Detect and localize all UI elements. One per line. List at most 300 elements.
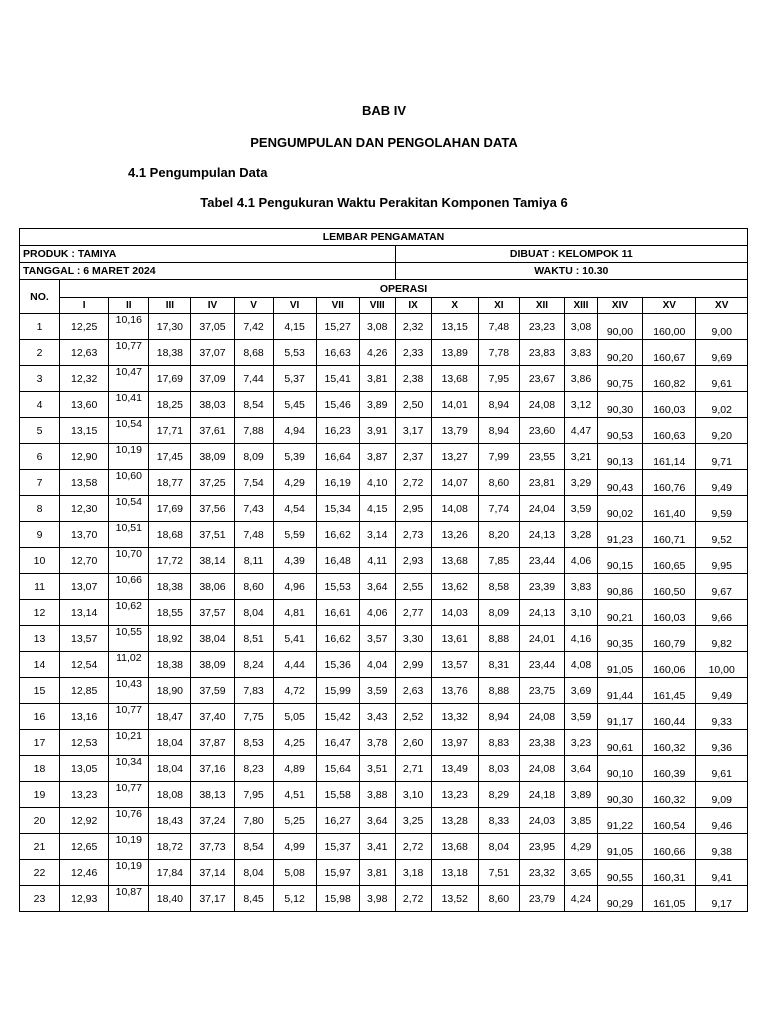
measurement-cell: 2,60: [395, 730, 431, 756]
measurement-value: 10,77: [115, 340, 142, 352]
table-row: [20, 782, 748, 808]
measurement-cell: 13,14: [60, 600, 109, 626]
measurement-cell: 5,37: [273, 366, 316, 392]
measurement-cell: 12,54: [60, 652, 109, 678]
measurement-cell: 16,62: [316, 626, 359, 652]
measurement-cell: 8,09: [234, 444, 273, 470]
measurement-cell: 7,51: [478, 860, 519, 886]
measurement-cell: 3,23: [565, 730, 598, 756]
measurement-cell: 91,05: [597, 652, 642, 678]
measurement-cell: 160,03: [643, 600, 696, 626]
measurement-cell: 37,25: [191, 470, 234, 496]
measurement-cell: 90,30: [597, 782, 642, 808]
measurement-cell: 15,46: [316, 392, 359, 418]
measurement-cell: 4,72: [273, 678, 316, 704]
table-row: [20, 756, 748, 782]
measurement-cell: 9,61: [696, 756, 748, 782]
measurement-cell: 90,10: [597, 756, 642, 782]
measurement-cell: 3,81: [359, 366, 395, 392]
measurement-cell: 14,01: [431, 392, 478, 418]
measurement-cell: 3,89: [359, 392, 395, 418]
measurement-cell: 15,34: [316, 496, 359, 522]
measurement-cell: 18,68: [149, 522, 191, 548]
measurement-cell: 16,19: [316, 470, 359, 496]
measurement-cell: 2,52: [395, 704, 431, 730]
measurement-cell: 15,64: [316, 756, 359, 782]
measurement-cell: 160,00: [643, 314, 696, 340]
measurement-cell: 3,30: [395, 626, 431, 652]
row-number-cell: 4: [20, 392, 60, 418]
table-row: [20, 730, 748, 756]
measurement-cell: 160,03: [643, 392, 696, 418]
measurement-cell: 5,12: [273, 886, 316, 912]
measurement-cell: 7,48: [234, 522, 273, 548]
measurement-cell: 90,21: [597, 600, 642, 626]
measurement-cell: 160,65: [643, 548, 696, 574]
measurement-cell: 9,46: [696, 808, 748, 834]
measurement-cell: 16,62: [316, 522, 359, 548]
measurement-cell: 3,10: [395, 782, 431, 808]
measurement-cell: 5,39: [273, 444, 316, 470]
measurement-cell: 18,72: [149, 834, 191, 860]
measurement-cell: 13,68: [431, 834, 478, 860]
measurement-cell: 13,97: [431, 730, 478, 756]
measurement-cell: 18,77: [149, 470, 191, 496]
measurement-value: 10,51: [115, 522, 142, 534]
row-number-cell: 6: [20, 444, 60, 470]
measurement-cell: 38,13: [191, 782, 234, 808]
measurement-cell: 160,66: [643, 834, 696, 860]
measurement-cell: 2,93: [395, 548, 431, 574]
measurement-cell: 13,32: [431, 704, 478, 730]
measurement-cell: 37,40: [191, 704, 234, 730]
measurement-cell: 13,16: [60, 704, 109, 730]
measurement-cell: 3,59: [565, 496, 598, 522]
measurement-cell: 18,92: [149, 626, 191, 652]
measurement-cell: 12,70: [60, 548, 109, 574]
measurement-cell: [109, 340, 149, 366]
measurement-cell: 23,95: [519, 834, 564, 860]
measurement-cell: 5,25: [273, 808, 316, 834]
table-row: [20, 678, 748, 704]
measurement-cell: 90,00: [597, 314, 642, 340]
measurement-cell: 37,73: [191, 834, 234, 860]
operation-column-header: X: [431, 298, 478, 314]
measurement-cell: 18,04: [149, 730, 191, 756]
measurement-cell: 18,25: [149, 392, 191, 418]
measurement-cell: 5,45: [273, 392, 316, 418]
measurement-cell: 17,84: [149, 860, 191, 886]
measurement-cell: 38,06: [191, 574, 234, 600]
measurement-cell: 13,61: [431, 626, 478, 652]
measurement-cell: 24,08: [519, 756, 564, 782]
measurement-cell: 9,41: [696, 860, 748, 886]
operation-group-header: OPERASI: [60, 280, 748, 298]
measurement-cell: 161,05: [643, 886, 696, 912]
measurement-cell: [109, 626, 149, 652]
measurement-cell: 3,64: [359, 574, 395, 600]
measurement-value: 10,70: [115, 548, 142, 560]
chapter-heading: PENGUMPULAN DAN PENGOLAHAN DATA: [250, 135, 518, 150]
measurement-cell: 160,71: [643, 522, 696, 548]
measurement-cell: 13,15: [431, 314, 478, 340]
operation-column-header: VII: [316, 298, 359, 314]
section-subheading: 4.1 Pengumpulan Data: [128, 165, 268, 180]
measurement-cell: [109, 704, 149, 730]
measurement-cell: 4,25: [273, 730, 316, 756]
measurement-cell: 161,45: [643, 678, 696, 704]
measurement-cell: 16,48: [316, 548, 359, 574]
measurement-cell: 13,58: [60, 470, 109, 496]
measurement-cell: 12,85: [60, 678, 109, 704]
measurement-cell: 37,59: [191, 678, 234, 704]
measurement-cell: [109, 366, 149, 392]
operation-column-header: XV: [696, 298, 748, 314]
measurement-cell: 4,10: [359, 470, 395, 496]
measurement-cell: 18,38: [149, 340, 191, 366]
measurement-cell: 7,48: [478, 314, 519, 340]
measurement-cell: 17,69: [149, 496, 191, 522]
measurement-cell: 161,14: [643, 444, 696, 470]
row-number-cell: 3: [20, 366, 60, 392]
table-row: [20, 808, 748, 834]
measurement-cell: 8,29: [478, 782, 519, 808]
row-number-cell: 7: [20, 470, 60, 496]
measurement-cell: 8,03: [478, 756, 519, 782]
row-number-cell: 13: [20, 626, 60, 652]
measurement-cell: 9,71: [696, 444, 748, 470]
measurement-cell: 5,05: [273, 704, 316, 730]
measurement-cell: 90,15: [597, 548, 642, 574]
measurement-cell: 4,15: [273, 314, 316, 340]
measurement-cell: 2,33: [395, 340, 431, 366]
measurement-cell: 9,38: [696, 834, 748, 860]
measurement-cell: 3,57: [359, 626, 395, 652]
measurement-cell: 9,52: [696, 522, 748, 548]
measurement-cell: 24,13: [519, 522, 564, 548]
measurement-cell: 37,24: [191, 808, 234, 834]
measurement-cell: 3,14: [359, 522, 395, 548]
measurement-cell: 8,04: [234, 860, 273, 886]
measurement-value: 10,76: [115, 808, 142, 820]
measurement-cell: 15,42: [316, 704, 359, 730]
measurement-cell: 17,69: [149, 366, 191, 392]
measurement-cell: 9,95: [696, 548, 748, 574]
measurement-cell: [109, 808, 149, 834]
measurement-cell: 8,94: [478, 392, 519, 418]
measurement-cell: 9,20: [696, 418, 748, 444]
measurement-cell: 8,51: [234, 626, 273, 652]
measurement-cell: 24,13: [519, 600, 564, 626]
measurement-cell: 5,41: [273, 626, 316, 652]
measurement-cell: 90,20: [597, 340, 642, 366]
measurement-cell: 12,93: [60, 886, 109, 912]
measurement-cell: 4,08: [565, 652, 598, 678]
row-number-cell: 23: [20, 886, 60, 912]
measurement-cell: 37,05: [191, 314, 234, 340]
table-row: [20, 704, 748, 730]
measurement-cell: 8,33: [478, 808, 519, 834]
measurement-cell: 37,51: [191, 522, 234, 548]
measurement-cell: 160,31: [643, 860, 696, 886]
measurement-cell: 7,75: [234, 704, 273, 730]
measurement-cell: 23,81: [519, 470, 564, 496]
measurement-cell: 2,63: [395, 678, 431, 704]
measurement-value: 10,19: [115, 860, 142, 872]
measurement-cell: 4,99: [273, 834, 316, 860]
row-number-cell: 22: [20, 860, 60, 886]
measurement-cell: 3,21: [565, 444, 598, 470]
measurement-cell: 9,82: [696, 626, 748, 652]
measurement-cell: 2,72: [395, 834, 431, 860]
measurement-cell: 3,18: [395, 860, 431, 886]
measurement-cell: 5,59: [273, 522, 316, 548]
measurement-cell: 24,01: [519, 626, 564, 652]
measurement-cell: 18,38: [149, 652, 191, 678]
table-row: [20, 626, 748, 652]
measurement-cell: 90,13: [597, 444, 642, 470]
measurement-cell: 4,47: [565, 418, 598, 444]
measurement-cell: 8,24: [234, 652, 273, 678]
measurement-cell: 13,57: [60, 626, 109, 652]
measurement-cell: 24,04: [519, 496, 564, 522]
measurement-cell: 23,32: [519, 860, 564, 886]
row-number-cell: 10: [20, 548, 60, 574]
measurement-cell: [109, 782, 149, 808]
measurement-cell: 13,28: [431, 808, 478, 834]
measurement-cell: 18,55: [149, 600, 191, 626]
measurement-cell: 2,72: [395, 886, 431, 912]
author-label: DIBUAT : KELOMPOK 11: [395, 246, 747, 263]
table-row: [20, 392, 748, 418]
measurement-cell: 8,23: [234, 756, 273, 782]
measurement-value: 10,19: [115, 834, 142, 846]
operation-column-header: II: [109, 298, 149, 314]
table-row: [20, 444, 748, 470]
measurement-cell: 14,07: [431, 470, 478, 496]
measurement-cell: 3,59: [565, 704, 598, 730]
measurement-cell: 17,71: [149, 418, 191, 444]
measurement-cell: 2,38: [395, 366, 431, 392]
measurement-cell: 16,63: [316, 340, 359, 366]
measurement-cell: 12,90: [60, 444, 109, 470]
measurement-cell: 15,99: [316, 678, 359, 704]
measurement-cell: [109, 496, 149, 522]
operation-column-header: XII: [519, 298, 564, 314]
measurement-cell: 4,26: [359, 340, 395, 366]
measurement-cell: 3,89: [565, 782, 598, 808]
measurement-cell: 12,46: [60, 860, 109, 886]
measurement-cell: 24,08: [519, 392, 564, 418]
measurement-cell: 12,65: [60, 834, 109, 860]
measurement-cell: 15,36: [316, 652, 359, 678]
chapter-title: BAB IV: [361, 103, 407, 118]
measurement-cell: 9,02: [696, 392, 748, 418]
measurement-cell: 8,54: [234, 392, 273, 418]
measurement-cell: 15,37: [316, 834, 359, 860]
measurement-cell: 4,16: [565, 626, 598, 652]
measurement-cell: 3,87: [359, 444, 395, 470]
measurement-cell: 13,79: [431, 418, 478, 444]
measurement-value: 10,54: [115, 496, 142, 508]
measurement-cell: 37,61: [191, 418, 234, 444]
measurement-cell: 160,39: [643, 756, 696, 782]
measurement-cell: [109, 392, 149, 418]
measurement-cell: 13,23: [431, 782, 478, 808]
measurement-cell: 13,62: [431, 574, 478, 600]
measurement-cell: 8,94: [478, 418, 519, 444]
measurement-value: 10,77: [115, 782, 142, 794]
measurement-cell: [109, 886, 149, 912]
measurement-cell: 18,38: [149, 574, 191, 600]
measurement-cell: 23,44: [519, 548, 564, 574]
measurement-cell: 24,08: [519, 704, 564, 730]
measurement-cell: [109, 548, 149, 574]
measurement-cell: 3,65: [565, 860, 598, 886]
measurement-cell: 4,54: [273, 496, 316, 522]
measurement-cell: 4,44: [273, 652, 316, 678]
measurement-cell: 90,75: [597, 366, 642, 392]
measurement-cell: 13,05: [60, 756, 109, 782]
measurement-cell: [109, 860, 149, 886]
measurement-cell: 3,64: [359, 808, 395, 834]
measurement-cell: 2,72: [395, 470, 431, 496]
product-label: PRODUK : TAMIYA: [20, 246, 396, 263]
measurement-cell: 8,88: [478, 626, 519, 652]
measurement-cell: 4,81: [273, 600, 316, 626]
measurement-cell: 3,64: [565, 756, 598, 782]
measurement-cell: 9,69: [696, 340, 748, 366]
measurement-cell: 3,98: [359, 886, 395, 912]
measurement-cell: 23,38: [519, 730, 564, 756]
measurement-cell: 38,09: [191, 652, 234, 678]
measurement-cell: 37,17: [191, 886, 234, 912]
measurement-cell: 160,50: [643, 574, 696, 600]
measurement-cell: 7,44: [234, 366, 273, 392]
measurement-cell: 3,88: [359, 782, 395, 808]
measurement-cell: 23,39: [519, 574, 564, 600]
measurement-cell: 23,67: [519, 366, 564, 392]
measurement-cell: [109, 418, 149, 444]
measurement-cell: 23,60: [519, 418, 564, 444]
measurement-cell: 91,17: [597, 704, 642, 730]
measurement-cell: 8,94: [478, 704, 519, 730]
measurement-cell: 2,55: [395, 574, 431, 600]
measurement-cell: 3,29: [565, 470, 598, 496]
table-row: [20, 496, 748, 522]
operation-column-header: III: [149, 298, 191, 314]
measurement-cell: 3,28: [565, 522, 598, 548]
measurement-cell: 12,30: [60, 496, 109, 522]
measurement-cell: 3,81: [359, 860, 395, 886]
measurement-cell: 37,09: [191, 366, 234, 392]
measurement-cell: 8,58: [478, 574, 519, 600]
measurement-cell: 15,98: [316, 886, 359, 912]
measurement-cell: 17,45: [149, 444, 191, 470]
measurement-cell: 3,10: [565, 600, 598, 626]
measurement-cell: 4,39: [273, 548, 316, 574]
measurement-value: 10,47: [115, 366, 142, 378]
measurement-cell: 37,57: [191, 600, 234, 626]
measurement-cell: 12,92: [60, 808, 109, 834]
measurement-cell: 8,31: [478, 652, 519, 678]
measurement-cell: [109, 756, 149, 782]
measurement-cell: 37,56: [191, 496, 234, 522]
measurement-cell: 9,09: [696, 782, 748, 808]
measurement-cell: 13,26: [431, 522, 478, 548]
table-row: [20, 834, 748, 860]
measurement-cell: 7,78: [478, 340, 519, 366]
measurement-cell: 13,07: [60, 574, 109, 600]
measurement-cell: 161,40: [643, 496, 696, 522]
measurement-cell: 91,05: [597, 834, 642, 860]
measurement-cell: 160,82: [643, 366, 696, 392]
measurement-cell: [109, 600, 149, 626]
measurement-cell: 8,09: [478, 600, 519, 626]
measurement-cell: [109, 678, 149, 704]
table-row: [20, 314, 748, 340]
measurement-cell: 7,95: [234, 782, 273, 808]
measurement-cell: 9,49: [696, 470, 748, 496]
measurement-cell: 9,17: [696, 886, 748, 912]
measurement-cell: 38,14: [191, 548, 234, 574]
observation-table: [19, 228, 748, 912]
measurement-cell: 3,78: [359, 730, 395, 756]
measurement-cell: 3,25: [395, 808, 431, 834]
measurement-cell: 7,85: [478, 548, 519, 574]
measurement-cell: 90,35: [597, 626, 642, 652]
measurement-cell: 4,96: [273, 574, 316, 600]
measurement-cell: [109, 470, 149, 496]
measurement-cell: 90,53: [597, 418, 642, 444]
measurement-cell: 38,03: [191, 392, 234, 418]
measurement-cell: 7,99: [478, 444, 519, 470]
measurement-cell: 13,68: [431, 548, 478, 574]
measurement-cell: 14,03: [431, 600, 478, 626]
measurement-cell: 4,29: [273, 470, 316, 496]
table-row: [20, 886, 748, 912]
measurement-cell: 3,69: [565, 678, 598, 704]
measurement-cell: 9,59: [696, 496, 748, 522]
row-number-cell: 21: [20, 834, 60, 860]
operation-column-header: VI: [273, 298, 316, 314]
measurement-cell: 9,36: [696, 730, 748, 756]
measurement-cell: 18,43: [149, 808, 191, 834]
measurement-cell: 37,87: [191, 730, 234, 756]
measurement-value: 10,55: [115, 626, 142, 638]
no-column-header: NO.: [20, 280, 60, 314]
operation-column-header: IV: [191, 298, 234, 314]
measurement-cell: 3,59: [359, 678, 395, 704]
measurement-cell: 13,15: [60, 418, 109, 444]
measurement-cell: 4,29: [565, 834, 598, 860]
table-row: [20, 574, 748, 600]
measurement-cell: 90,30: [597, 392, 642, 418]
measurement-cell: 15,27: [316, 314, 359, 340]
measurement-value: 10,34: [115, 756, 142, 768]
measurement-cell: 15,58: [316, 782, 359, 808]
row-number-cell: 2: [20, 340, 60, 366]
measurement-value: 10,43: [115, 678, 142, 690]
measurement-cell: 38,09: [191, 444, 234, 470]
measurement-cell: 8,54: [234, 834, 273, 860]
operation-column-header: IX: [395, 298, 431, 314]
measurement-cell: 18,04: [149, 756, 191, 782]
measurement-cell: 16,23: [316, 418, 359, 444]
measurement-cell: 16,64: [316, 444, 359, 470]
operation-column-header: VIII: [359, 298, 395, 314]
measurement-cell: 37,16: [191, 756, 234, 782]
